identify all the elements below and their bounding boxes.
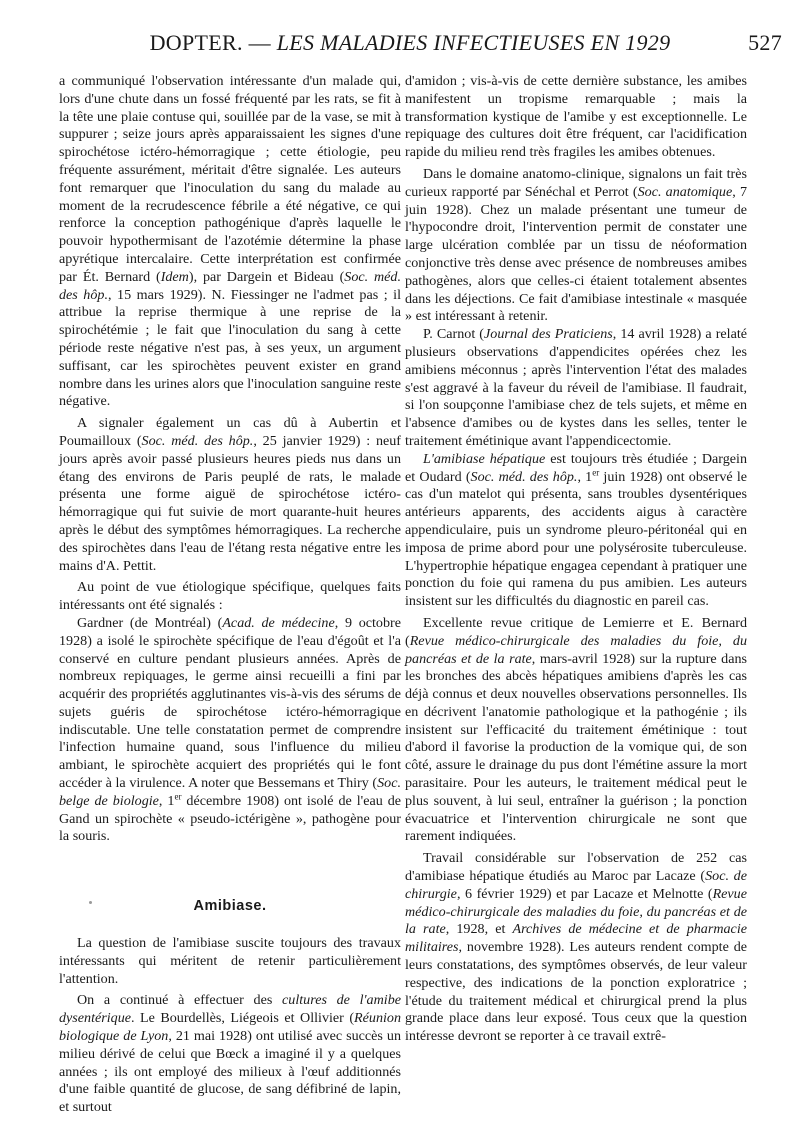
right-column <box>405 73 747 1046</box>
paragraph: A signaler également un cas dû à Aubertin et Poumailloux (Soc. méd. des hôp., 25 janvier 1929) : neuf jours après avoir passé plusieurs heures pieds nus dans un étang des environs de Paris peuplé de rats, le malade présenta une forme aiguë de spirochétose ictéro-hémorragique qui fut suivie de mort quarante-huit heures après le début des symptômes hémorragiques. La recherche des spirochètes dans l'eau de l'étang resta négative entre les mains d'A. Pettit. <box>59 415 401 574</box>
paragraph: L'amibiase hépatique est toujours très étudiée ; Dargein et Oudard (Soc. méd. des hôp., 1er juin 1928) ont observé le cas d'un matelot qui présenta, sans troubles dysentériques antérieurs apparents, des accidents aigus à caractère appendiculaire, puis un syndrome pleuro-péritonéal qui en imposa de prime abord pour une polysérosite tuberculeuse. L'hypertrophie hépatique engagea cependant à pratiquer une ponction du foie qui ramena du pus amibien. Les auteurs insistent sur les difficultés du diagnostic en pareil cas. <box>405 450 748 610</box>
header-dash: — <box>248 30 271 55</box>
left-column <box>59 73 401 1117</box>
page-number: 527 <box>748 30 782 55</box>
paragraph: Au point de vue étiologique spécifique, quelques faits intéressants ont été signalés : <box>59 579 401 614</box>
section-heading: Amibiase. <box>59 898 401 916</box>
paragraph: Dans le domaine anatomo-clinique, signalons un fait très curieux rapporté par Sénéchal et Perrot (Soc. anatomique, 7 juin 1928). Chez un malade présentant une tumeur de l'hypocondre droit, l'intervention permit de constater une large ulcération comblée par un tissu de néoformation conjonctive très dense avec présence de nombreuses amibes pathogènes, alors que celles-ci étaient totalement absentes dans les déjections. Ce fait d'amibiase intestinale « masquée » est intéressant à retenir. <box>405 165 748 325</box>
running-header <box>60 30 782 56</box>
paragraph: Gardner (de Montréal) (Acad. de médecine, 9 octobre 1928) a isolé le spirochète spécifique de l'eau d'égoût et l'a conservé en culture pendant plusieurs années. Après de nombreux repiquages, le germe ainsi recueilli a fini par acquérir des propriétés agglutinantes vis-à-vis des sérums de sujets guéris de spirochétose ictéro-hémorragique indiscutable. Une telle constatation permet de comprendre l'infection humaine quand, sous l'influence du milieu ambiant, le spirochète acquiert des propriétés qui le font accéder à la virulence. A noter que Bessemans et Thiry (Soc. belge de biologie, 1er décembre 1908) ont isolé de l'eau de Gand un spirochète « pseudo-ictérigène », pathogène pour la souris. <box>59 614 402 845</box>
header-author: DOPTER. <box>149 30 243 55</box>
paragraph: P. Carnot (Journal des Praticiens, 14 avril 1928) a relaté plusieurs observations d'appendicites opérées chez les amibiens méconnus ; après l'intervention l'état des malades s'est aggravé à la faveur du réveil de l'amibiase. Il faudrait, si l'on soupçonne l'amibiase chez de tels sujets, et même en l'absence d'amibes ou de kystes dans les selles, tenter le traitement émétinique avant l'appendicectomie. <box>405 326 747 449</box>
paragraph: La question de l'amibiase suscite toujours des travaux intéressants qui méritent de retenir particulièrement l'attention. <box>59 935 401 987</box>
header-running-title: LES MALADIES INFECTIEUSES EN 1929 <box>276 30 671 55</box>
paragraph: a communiqué l'observation intéressante d'un malade qui, lors d'une chute dans un fossé fréquenté par les rats, se fit à la tête une plaie contuse qui, souillée par de la vase, se mit à suppurer ; seize jours après apparaissaient les signes d'une spirochétose ictéro-hémorragique ; cette étiologie, peu fréquente assurément, méritait d'être signalée. Les auteurs font remarquer que l'inoculation du sang du malade au moment de la recrudescence fébrile a été négative, ce qui renforce la conception pathogénique d'après laquelle le pouvoir hypothermisant de l'azotémie détermine la phase apyrétique intercalaire. Cette interprétation est confirmée par Ét. Bernard (Idem), par Dargein et Bideau (Soc. méd. des hôp., 15 mars 1929). N. Fiessinger ne l'admet pas ; il attribue la reprise thermique à une reprise de la spirochétémie ; le fait que l'inoculation du sang à cette période reste négative n'est pas, à ses yeux, un argument suffisant, car les spirochètes peuvent exister en grand nombre dans les urines alors que l'inoculation sanguine reste négative. <box>59 73 401 410</box>
ink-speck <box>89 901 92 904</box>
paragraph: On a continué à effectuer des cultures de l'amibe dysentérique. Le Bourdellès, Liégeois et Ollivier (Réunion biologique de Lyon, 21 mai 1928) ont utilisé avec succès un milieu dérivé de celui que Bœck a imaginé il y a quelques années ; ils ont employé des milieux à l'œuf additionnés d'une faible quantité de glucose, de sang défibriné de lapin, et surtout <box>59 992 401 1116</box>
paragraph: Excellente revue critique de Lemierre et E. Bernard (Revue médico-chirurgicale des maladies du foie, du pancréas et de la rate, mars-avril 1928) sur la rupture dans les bronches des abcès hépatiques amibiens d'après les cas déjà connus et deux nouvelles observations personnelles. Ils en décrivent l'anatomie pathologique et la pathogénie ; ils insistent sur l'efficacité du traitement émétinique : tout d'abord il favorise la production de la vomique qui, de son côté, assure le drainage du pus dont l'émétine assure la mort parasitaire. Pour les auteurs, le traitement médical peut le plus souvent, à lui seul, entraîner la guérison ; la ponction évacuatrice et l'intervention chirurgicale ne sont que rarement indiquées. <box>405 614 748 845</box>
paragraph: Travail considérable sur l'observation de 252 cas d'amibiase hépatique étudiés au Maroc par Lacaze (Soc. de chirurgie, 6 février 1929) et par Lacaze et Melnotte (Revue médico-chirurgicale des maladies du foie, du pancréas et de la rate, 1928, et Archives de médecine et de pharmacie militaires, novembre 1928). Les auteurs rendent compte de leurs constatations, des symptômes observés, de leur valeur respective, des indications de la ponction exploratrice ; l'étude du traitement médical et chirurgical prend la plus grande place dans leur exposé. Tous ceux que la question intéresse devront se reporter à ce travail extrê- <box>405 850 747 1045</box>
paragraph: d'amidon ; vis-à-vis de cette dernière substance, les amibes manifestent un tropisme remarquable ; mais la transformation kystique de l'amibe y est exceptionnelle. Le repiquage des cultures doit être fréquent, car l'acidification rapide du milieu rend très fragiles les amibes obtenues. <box>405 73 747 161</box>
